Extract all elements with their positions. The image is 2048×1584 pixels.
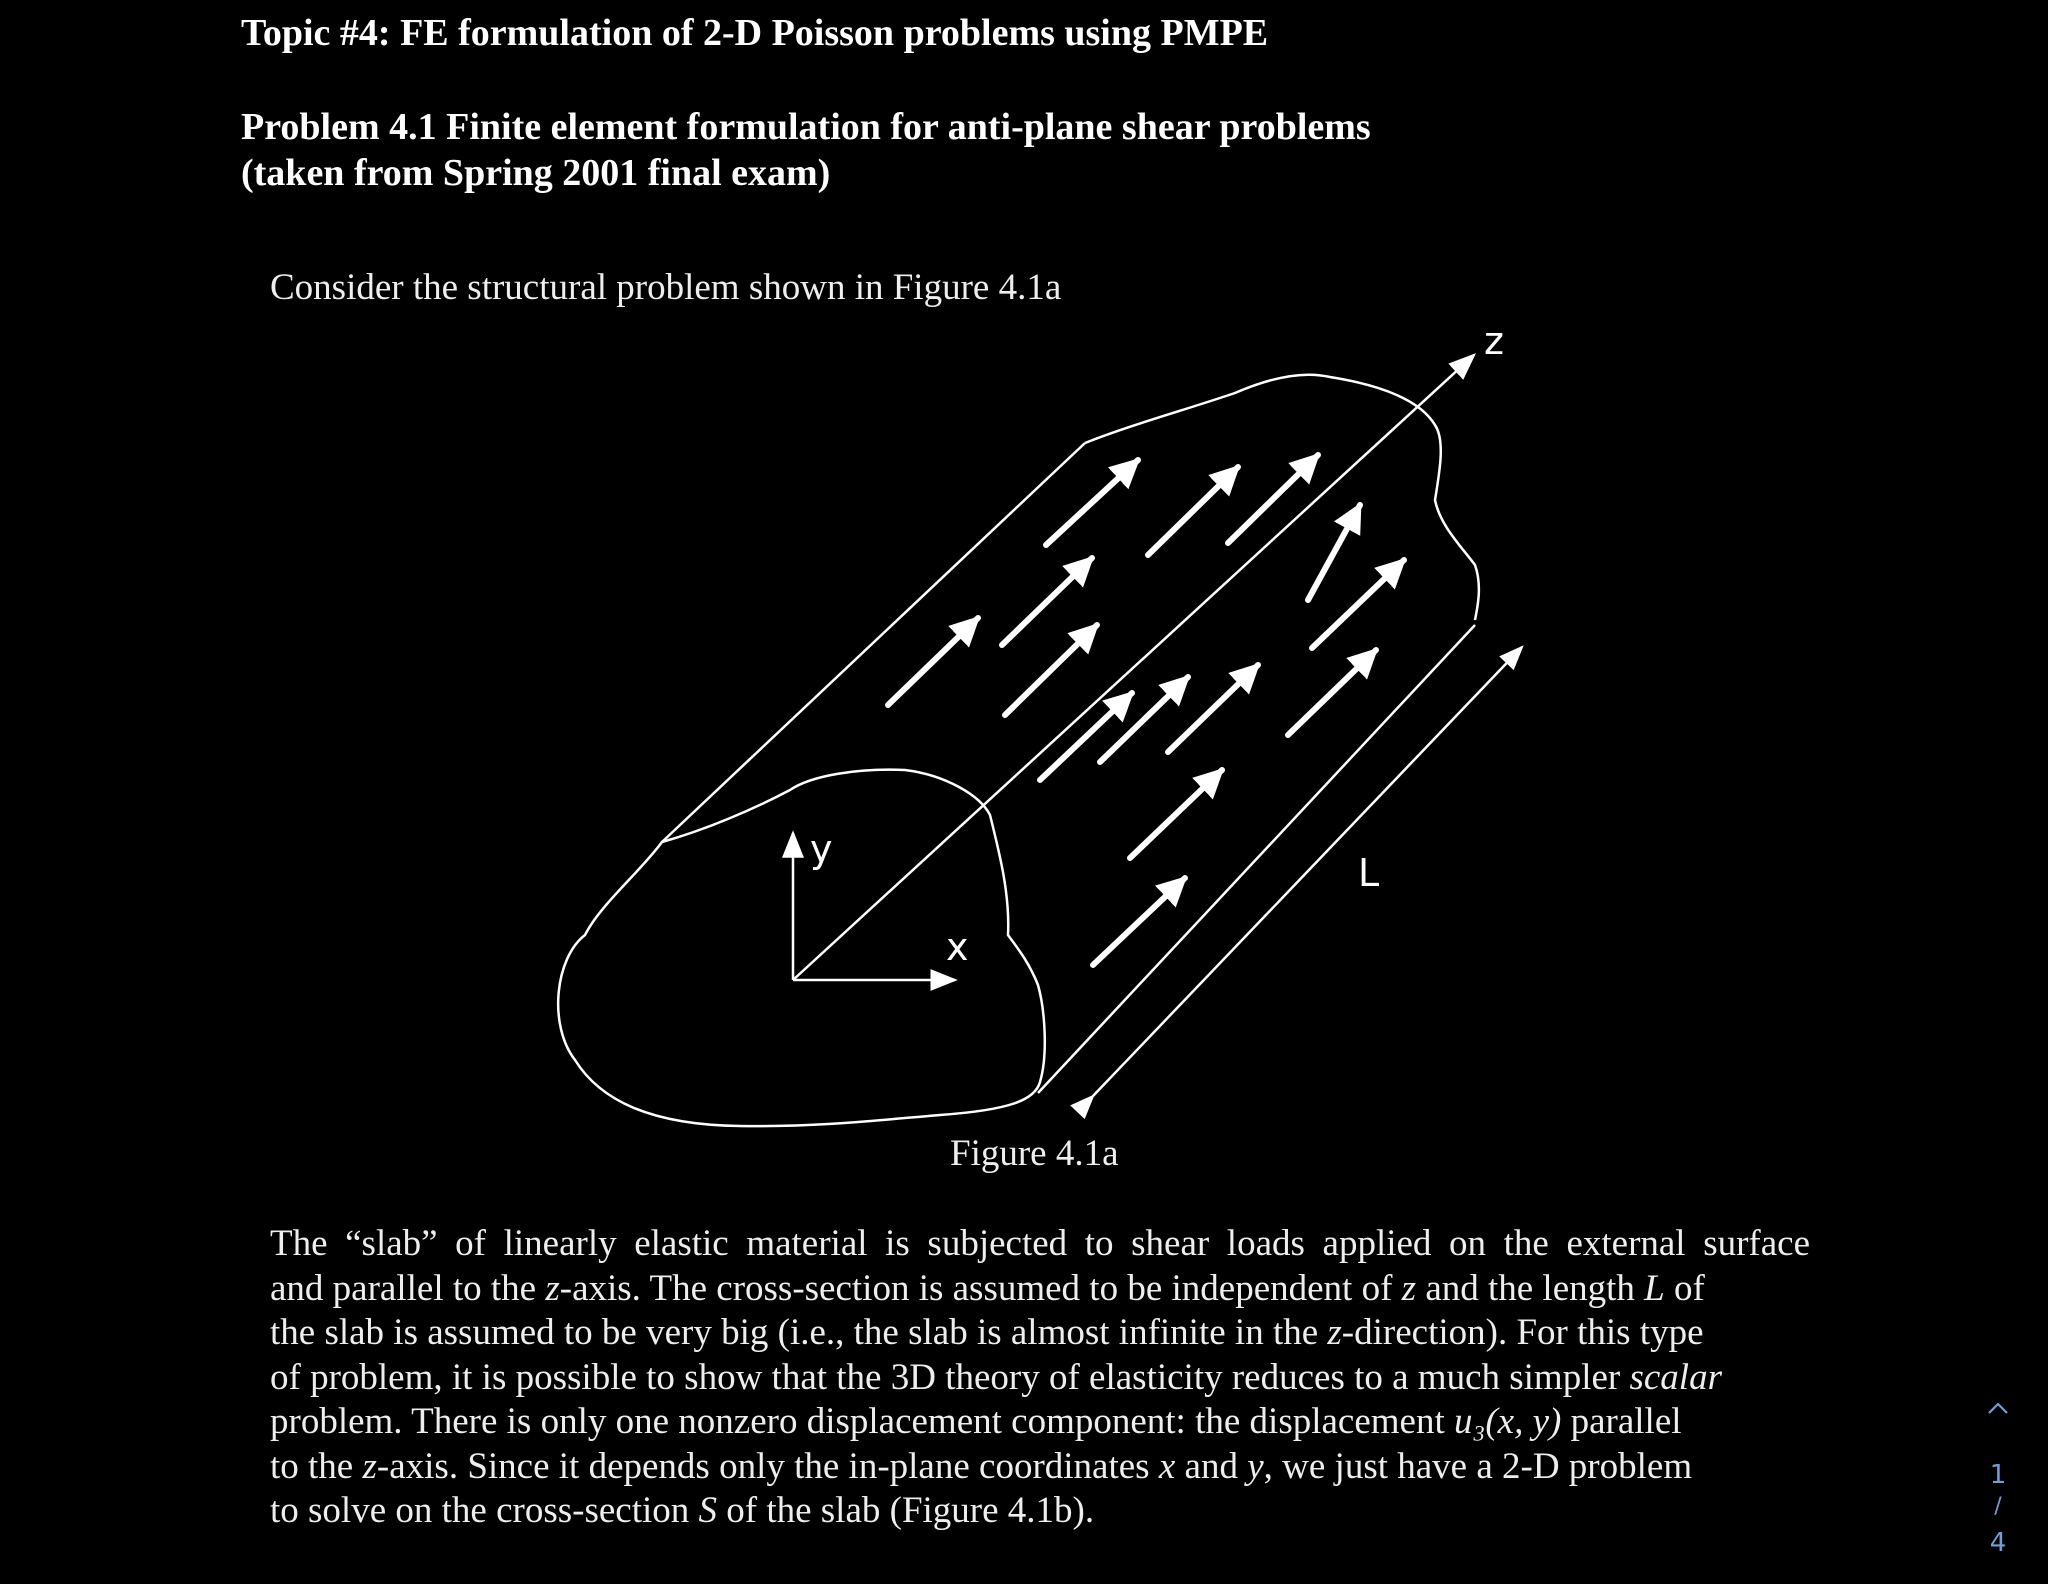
chevron-up-icon[interactable] bbox=[1986, 1396, 2010, 1420]
slab-description-paragraph bbox=[270, 1222, 1810, 1534]
u3-displacement-symbol: u₃(x, y) bbox=[1454, 1401, 1562, 1442]
shear-arrow bbox=[1288, 650, 1376, 735]
total-page-count: 4 bbox=[1989, 1528, 2007, 1558]
page-separator: / bbox=[1994, 1494, 2002, 1519]
figure-4-1a-slab-diagram bbox=[520, 310, 1560, 1140]
topic-title: Topic #4: FE formulation of 2-D Poisson problems using PMPE bbox=[241, 12, 1269, 54]
shear-arrow bbox=[888, 618, 978, 705]
shear-arrow bbox=[1046, 460, 1138, 545]
problem-subtitle: (taken from Spring 2001 final exam) bbox=[241, 152, 831, 194]
shear-arrow bbox=[1130, 770, 1222, 858]
figure-caption: Figure 4.1a bbox=[950, 1133, 1119, 1174]
cross-section-outline bbox=[558, 770, 1045, 1126]
shear-arrow bbox=[1148, 467, 1238, 555]
slab-top-edge bbox=[662, 443, 1085, 842]
paragraph-line: problem. There is only one nonzero displacement component: the displacement u₃(x, y) parallel bbox=[270, 1401, 1682, 1442]
intro-sentence: Consider the structural problem shown in Figure 4.1a bbox=[270, 267, 1062, 308]
y-axis-label: y bbox=[810, 827, 833, 871]
current-page-number: 1 bbox=[1989, 1460, 2007, 1490]
shear-arrow bbox=[1168, 665, 1258, 752]
paragraph-line: The “slab” of linearly elastic material is subjected to shear loads applied on the external surface bbox=[270, 1223, 1810, 1264]
shear-arrow bbox=[1040, 693, 1132, 780]
page-navigator bbox=[1968, 1390, 2028, 1570]
z-axis-label: z bbox=[1484, 319, 1504, 363]
back-end-outline bbox=[1085, 375, 1479, 620]
shear-arrow bbox=[1005, 625, 1097, 715]
shear-arrow bbox=[1308, 505, 1360, 600]
shear-arrow bbox=[1228, 455, 1318, 543]
shear-load-arrows bbox=[888, 455, 1404, 965]
length-label: L bbox=[1358, 851, 1380, 895]
paragraph-line: to solve on the cross-section S of the slab (Figure 4.1b). bbox=[270, 1490, 1095, 1531]
paragraph-line: to the z-axis. Since it depends only the in-plane coordinates x and y, we just have a 2-D problem bbox=[270, 1445, 1693, 1487]
paragraph-line: the slab is assumed to be very big (i.e., the slab is almost infinite in the z-direction). For this type bbox=[270, 1312, 1704, 1353]
paragraph-line: of problem, it is possible to show that the 3D theory of elasticity reduces to a much simpler scalar bbox=[270, 1356, 1722, 1398]
x-axis-label: x bbox=[946, 925, 969, 969]
problem-title: Problem 4.1 Finite element formulation for anti-plane shear problems bbox=[241, 106, 1371, 148]
paragraph-line: and parallel to the z-axis. The cross-section is assumed to be independent of z and the length L of bbox=[270, 1267, 1705, 1309]
shear-arrow bbox=[1002, 558, 1092, 645]
